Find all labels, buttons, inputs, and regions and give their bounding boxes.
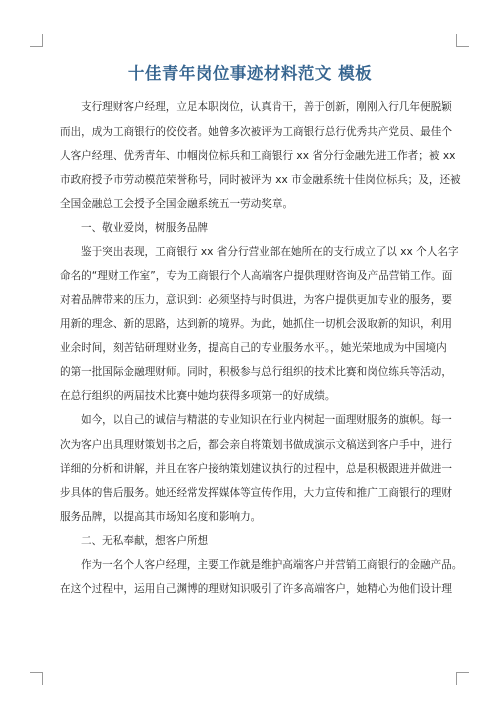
paragraph-line: 人客户经理、优秀青年、巾帼岗位标兵和工商银行 xx 省分行金融先进工作者；被 xx — [60, 150, 456, 162]
paragraph-line: 对着品牌带来的压力，意识到：必须坚持与时俱进，为客户提供更加专业的服务，要 — [60, 294, 452, 306]
section-heading: 二、无私奉献，想客户所想 — [81, 535, 209, 547]
paragraph-line: 用新的理念、新的思路，达到新的境界。为此，她抓住一切机会汲取新的知识，利用 — [60, 318, 452, 330]
paragraph-line: 服务品牌，以提高其市场知名度和影响力。 — [60, 511, 262, 523]
document-title: 十佳青年岗位事迹材料范文 模板 — [127, 64, 373, 83]
crop-mark-bottom-right — [456, 672, 469, 685]
crop-mark-top-left — [30, 34, 43, 47]
crop-mark-top-right — [456, 34, 469, 47]
paragraph-line: 次为客户出具理财策划书之后，都会亲自将策划书做成演示文稿送到客户手中，进行 — [60, 439, 452, 451]
paragraph-line: 命名的“理财工作室”，专为工商银行个人高端客户提供理财咨询及产品营销工作。面 — [60, 270, 453, 282]
paragraph-line: 步具体的售后服务。她还经常发挥媒体等宣传作用，大力宣传和推广工商银行的理财 — [60, 487, 452, 499]
paragraph-line: 作为一名个人客户经理，主要工作就是维护高端客户并营销工商银行的金融产品。 — [81, 559, 463, 571]
paragraph-line: 的第一批国际金融理财师。同时，积极参与总行组织的技术比赛和岗位练兵等活动， — [60, 366, 452, 378]
paragraph-line: 如今，以自己的诚信与精湛的专业知识在行业内树起一面理财服务的旗帜。每一 — [81, 414, 452, 426]
crop-mark-bottom-left — [30, 672, 43, 685]
paragraph-line: 详细的分析和讲解，并且在客户接纳策划建议执行的过程中，总是积极跟进并做进一 — [60, 463, 452, 475]
paragraph-line: 业余时间，刻苦钻研理财业务，提高自己的专业服务水平。，她光荣地成为中国境内 — [60, 342, 447, 354]
paragraph-line: 在总行组织的两届技术比赛中她均获得多项第一的好成绩。 — [60, 390, 336, 402]
paragraph-line: 鉴于突出表现，工商银行 xx 省分行营业部在她所在的支行成立了以 xx 个人名字 — [81, 246, 459, 258]
paragraph-line: 而出，成为工商银行的佼佼者。她曾多次被评为工商银行总行优秀共产党员、最佳个 — [60, 126, 452, 138]
paragraph-line: 在这个过程中，运用自己渊博的理财知识吸引了许多高端客户，她精心为他们设计理 — [60, 583, 452, 595]
section-heading: 一、敬业爱岗，树服务品牌 — [81, 222, 209, 234]
paragraph-line: 支行理财客户经理，立足本职岗位，认真肯干，善于创新，刚刚入行几年便脱颖 — [81, 101, 452, 113]
paragraph-line: 全国金融总工会授予全国金融系统五一劳动奖章。 — [60, 198, 294, 210]
paragraph-line: 市政府授予市劳动模范荣誉称号，同时被评为 xx 市金融系统十佳岗位标兵；及，还被 — [60, 174, 461, 186]
